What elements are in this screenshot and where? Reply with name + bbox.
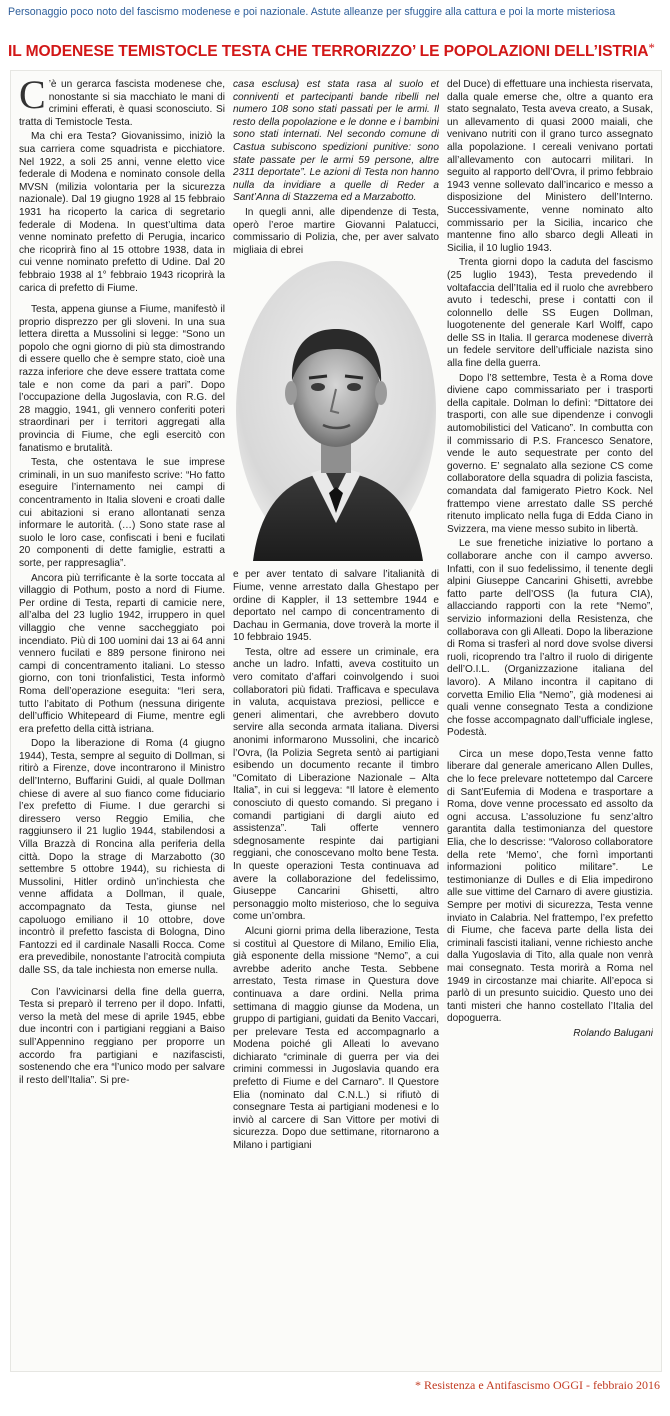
paragraph: Con l’avvicinarsi della fine della guerra, Testa si preparò il terreno per il dopo. Infatti, verso la metà del mese di aprile 1945, ebbe due incontri con i partigiani reggiani a Baiso sull’Appennino reggiano per proporre un accordo fra partigiani e nazifascisti, sostenendo che era “l’unico modo per salvare il resto dell’Italia”. Si pre-: [19, 986, 225, 1086]
paragraph: del Duce) di effettuare una inchiesta riservata, dalla quale emerse che, oltre a quanto era stato segnalato, Testa aveva creato, a Susak, un allevamento di quasi 2000 maiali, che venivano nutriti con il grano turco assegnato alla popolazione. I cereali venivano portati all’allevamento con autocarri militari. In seguito al rapporto dell’Ovra, il primo febbraio 1943 venne sollevato dall’incarico e messo a disposizione del Ministero dell’Interno. Successivamente, venne nominato alto commissario per la Sicilia, incarico che mantenne fino allo sbarco degli Alleati in Sicilia, il 10 luglio 1943.: [447, 79, 653, 254]
paragraph: Alcuni giorni prima della liberazione, Testa si costituì al Questore di Milano, Emilio Elia, già esponente della missione “Nemo”, a cui avrebbe aderito anche Testa. Sebbene arrestato, Testa rimase in Questura dove continuava a dare ordini. Nella prima settimana di maggio giunse da Modena, un gruppo di partigiani, guidati da Benito Vaccari, per prelevare Testa ed accompagnarlo a Modena poiché gli Alleati lo avevano dichiarato “criminale di guerra per via dei crimini commessi in Jugoslavia quando era prefetto di Fiume e del Carnaro”. Il Questore Elia (nominato dal C.N.L.) si rifiutò di consegnare Testa ai partigiani modenesi e lo inviò al carcere di San Vittore per motivi di sicurezza. Dopo due settimane, ritornarono a Milano i partigiani: [233, 925, 439, 1152]
kicker-subtitle: Personaggio poco noto del fascismo modenese e poi nazionale. Astute alleanze per sfuggire alla cattura e poi la morte misteriosa: [8, 6, 616, 18]
paragraph: Ma chi era Testa? Giovanissimo, iniziò la sua carriera come squadrista e picchiatore. Nel 1922, a soli 25 anni, venne eletto vice federale di Modena e nominato console della MVSN (milizia volontaria per la sicurezza nazionale). Dal 19 giugno 1928 al 15 febbraio 1931 ha ricoperto la carica di segretario federale di Modena. In quest’ultima data venne nominato prefetto di Perugia, incarico che ricoprirà fino al 15 ottobre 1938, data in cui venne nominato prefetto di Udine. Dal 20 febbraio 1938 al 1° febbraio 1943 ricoprirà la carica di prefetto di Fiume.: [19, 131, 225, 294]
portrait-photo: [233, 261, 439, 561]
portrait-photo-image: [233, 261, 439, 561]
paragraph: In quegli anni, alle dipendenze di Testa, operò l’eroe martire Giovanni Palatucci, commissario di Polizia, che, per aver salvato migliaia di ebrei: [233, 206, 439, 256]
headline-text: IL MODENESE TEMISTOCLE TESTA CHE TERRORIZZO’ LE POPOLAZIONI DELL’ISTRIA: [8, 43, 649, 60]
headline-asterisk: *: [648, 40, 655, 55]
paragraph: Ancora più terrificante è la sorte toccata al villaggio di Pothum, posto a nord di Fiume. Per ordine di Testa, reparti di camicie nere, all’alba del 23 luglio 1942, irruppero in quel villaggio che venne saccheggiato poi incendiato. Più di 100 uomini dai 13 ai 64 anni vennero fucilati e 889 persone finirono nei campi di concentramento italiani. Lo stesso giorno, con toni trionfalistici, Testa informò Roma dell’operazione eseguita: “Ieri sera, tutto l’abitato di Pothum (nessuna dirigente dell’ufficio Whitepeard di Fiume, mentre egli era prefetto della città istriana.: [19, 572, 225, 735]
dropcap-letter: C: [19, 79, 46, 117]
paragraph: Dopo la liberazione di Roma (4 giugno 1944), Testa, sempre al seguito di Dollman, si ritirò a Firenze, dove incontrarono il Ministro dell’Interno, Buffarini Guidi, al quale Dollman chiese di avere al suo fianco come fiduciario l’ex prefetto di Fiume. I due gerarchi si diressero verso Reggio Emilia, che raggiunsero il 21 luglio 1944, stabilendosi a Villa Brazzà di Roncina alla periferia della città. Dopo la strage di Marzabotto (30 settembre 5 ottobre 1944), su richiesta di Mussolini, Hitler ordinò un’inchiesta che venne affidata a Dollman, il quale, accompagnato da Testa, giunse nel capoluogo emiliano il 10 ottobre, dove incontrò il prefetto fascista di Bologna, Dino Fantozzi ed il cardinale Nasalli Rocca. Come era prevedibile, nonostante l’atrocità compiuta dalle SS, da tale inchiesta non emerse nulla.: [19, 738, 225, 976]
source-credit: * Resistenza e Antifascismo OGGI - febbraio 2016: [415, 1378, 660, 1392]
article-column-2: [233, 79, 439, 1359]
paragraph: Le sue frenetiche iniziative lo portano a collaborare anche con il campo avverso. Infatti, con il suo fedelissimo, il tenente degli alpini Giuseppe Cancarini Ghisetti, avrebbe fatto parte dell’OSS (la futura CIA), allacciando rapporti con la rete “Nemo”, servizio informazioni della Resistenza, che collaborava con gli Alleati. Dopo la liberazione di Roma si trasferì al nord dove svolse diversi ruoli, ricoprendo tra l’altro il ruolo di dirigente dell’O.I.L. (Organizzazione italiana del lavoro). A Milano incontra il capitano di corvetta Emilio Elia “Nemo”, già modenesi ai quali venne consegnato Testa a condizione che fosse accompagnato dall’ufficiale inglese, Podestà.: [447, 538, 653, 739]
article-column-3: [447, 79, 653, 1359]
article-page: [10, 70, 662, 1372]
paragraph: e per aver tentato di salvare l’italianità di Fiume, venne arrestato dalla Ghestapo per ordine di Kappler, il 13 settembre 1944 e deportato nel campo di concentramento di Dachau in Germania, dove troverà la morte il 10 febbraio 1945.: [233, 569, 439, 644]
paragraph: Testa, che ostentava le sue imprese criminali, in un suo manifesto scrive: “Ho fatto eseguire l’internamento nei campi di concentramento in Italia sloveni e croati dalle cui abitazioni si erano allontanati senza informare le autorità. (…) Sono state rase al suolo le loro case, confiscati i beni e fucilati 20 componenti di dette famiglie, estratti a sorte, per rappresaglia”.: [19, 457, 225, 569]
paragraph: casa esclusa) est stata rasa al suolo et conniventi et partecipanti bande ribelli nel numero 108 sono stati passati per le armi. Il resto della popolazione e le donne e i bambini sono stati internati. Nel secondo comune di Castua subiscono spedizioni punitive: sono state passate per le armi 59 persone, altre 2311 deportate”. Le azioni di Testa non hanno nulla da invidiare a quelle di Reder a Sant’Anna di Stazzema ed a Marzabotto.: [233, 79, 439, 204]
article-headline: [8, 40, 662, 61]
paragraph: Circa un mese dopo,Testa venne fatto liberare dal generale americano Allen Dulles, che lo fece prelevare nottetempo dal Carcere di Sant’Eufemia di Modena e trasportare a Roma, dove venne processato ed assolto da ogni accusa. L’assoluzione fu senz’altro garantita dalla testimonianza del questore Elia, che lo descrisse: “Valoroso collaboratore della rete ‘Memo’, che fornì importanti informazioni politico militare”. Le testimonianze di Dulles e di Elia impedirono alle sue vittime del Carnaro di avere giustizia. Sempre per motivi di sicurezza, Testa venne inviato in Calabria. Nel frattempo, l’ex prefetto di Fiume, che faceva parte della lista dei criminali fascisti italiani, venne richiesto anche dalla Yugoslavia di Tito, alla quale non venrà mai consegnato. Testa morirà a Roma nel 1949 in circostanze mai chiarite. All’epoca si parlò di un presunto suicidio. Questo uno dei tanti misteri che hanno costellato l’Italia del dopoguerra.: [447, 748, 653, 1025]
paragraph: Testa, appena giunse a Fiume, manifestò il proprio disprezzo per gli sloveni. In una sua lettera diretta a Mussolini si legge: “Sono un popolo che ogni giorno di più sta dimostrando di essere quello che è sempre stato, cioè una razza inferiore che deve essere trattata come tale e non come da pari a pari”. Dopo l’occupazione della Jugoslavia, con R.G. del 28 maggio, 1941, gli vennero conferiti poteri straordinari per i territori aggregati alla provincia di Fiume, che egli esercitò con fanatismo e brutalità.: [19, 304, 225, 454]
article-column-1: [19, 79, 225, 1359]
paragraph-text: ’è un gerarca fascista modenese che, nonostante si sia macchiato le mani di crimini efferati, è quasi sconosciuto. Si tratta di Temistocle Testa.: [19, 79, 225, 128]
author-signature: Rolando Balugani: [573, 1027, 653, 1039]
paragraph: Testa, oltre ad essere un criminale, era anche un ladro. Infatti, aveva costituito un vero comitato d’affari coinvolgendo i suoi collaboratori più fidati. Trafficava e speculava in valuta, acquistava preziosi, pellicce e generi alimentari, che avrebbero dovuto servire alla seconda armata italiana. Diversi anonimi informarono Mussolini, che incaricò l’Ovra, (la Polizia Segreta sentò ai partigiani esibendo un documento recante il timbro “Comitato di Liberazione Nazionale – Alta Italia”, in cui si leggeva: “Il latore è elemento conosciuto di questo comando. Si pregano i comandi partigiani di dargli aiuto ed assistenza”. Tali offerte vennero sdegnosamente respinte dai partigiani reggiani, che conoscevano molto bene Testa. In queste operazioni Testa continuava ad avere la collaborazione del fedelissimo, Giuseppe Cancarini Ghisetti, altro personaggio molto misterioso, che lo seguiva come un’ombra.: [233, 646, 439, 923]
paragraph: Trenta giorni dopo la caduta del fascismo (25 luglio 1943), Testa prevedendo il voltafaccia dell’Italia ed il ruolo che avrebbero avuto i tedeschi, prese i contatti con il colonnello delle SS Eugen Dollman, luogotenente del generale Karl Wolff, capo delle SS in Italia. Il gerarca modenese diverrà un fedele servitore dell’ufficiale nazista sino alla fine della guerra.: [447, 257, 653, 370]
paragraph: [19, 79, 225, 129]
paragraph: Dopo l’8 settembre, Testa è a Roma dove diviene capo commissariato per i trasporti della capitale. Dolman lo definì: “Dittatore dei trasporti, con alle sue dipendenze i convogli automobilistici del Vaticano”. In combutta con il commissario di P.S. Francesco Senatore, vende le auto sequestrate per conto del governo. E’ segnalato alla sezione CS come collaboratore della squadra di polizia fascista, comandata dal famigerato Pietro Kock. Nel frattempo viene arrestato dalle SS perché ritenuto implicato nella fuga di Edda Ciano in Svizzera, ma viene messo subito in libertà.: [447, 372, 653, 535]
